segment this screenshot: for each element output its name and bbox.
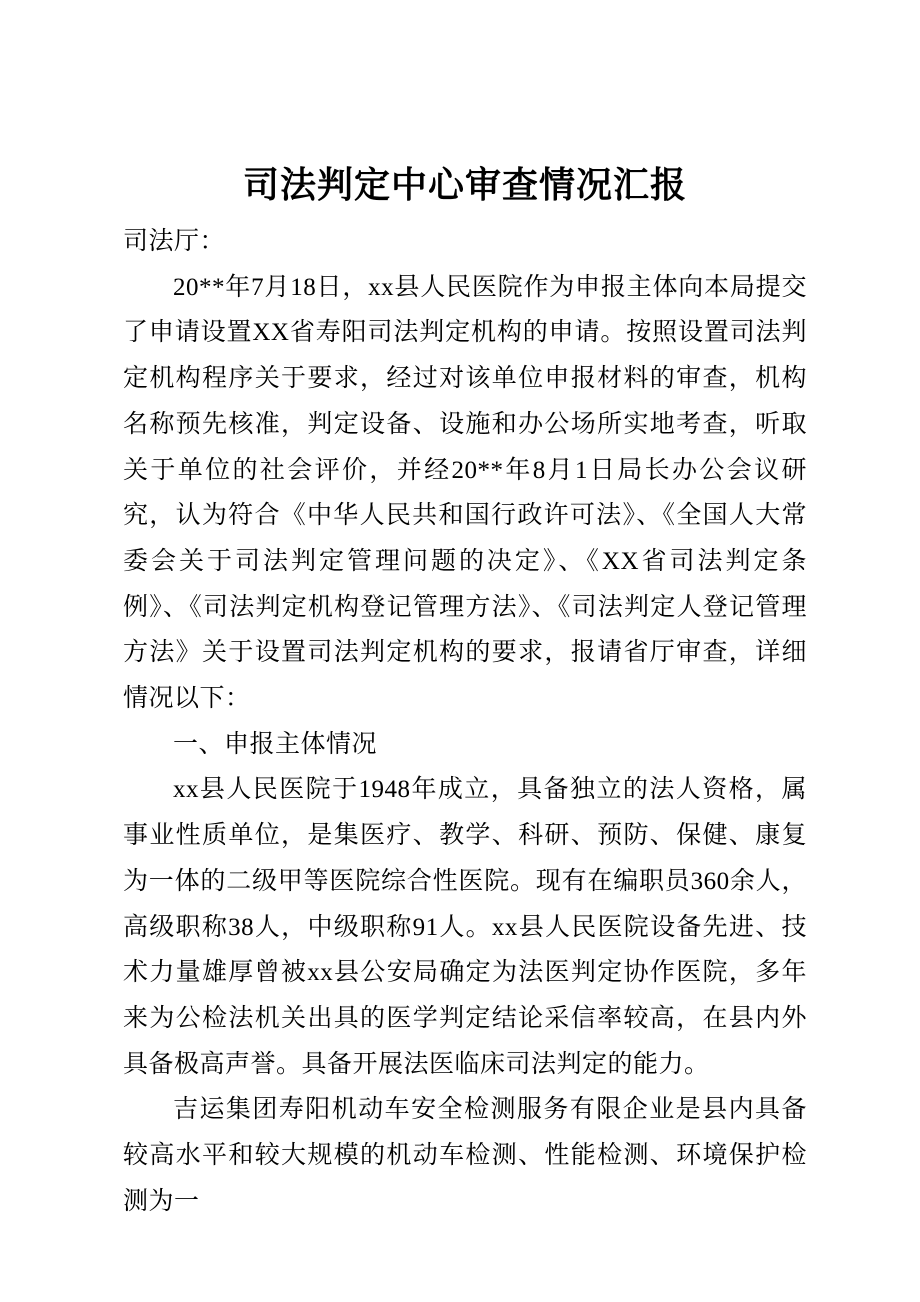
- document-content: [123, 163, 807, 1224]
- paragraph-hospital-profile: xx县人民医院于1948年成立，具备独立的法人资格，属事业性质单位，是集医疗、教学、科研、预防、保健、康复为一体的二级甲等医院综合性医院。现有在编职员360余人，高级职称38人，中级职称91人。xx县人民医院设备先进、技术力量雄厚曾被xx县公安局确定为法医判定协作医院，多年来为公检法机关出具的医学判定结论采信率较高，在县内外具备极高声誉。具备开展法医临床司法判定的能力。: [123, 776, 807, 1078]
- section-heading-declaring-subject: 一、申报主体情况: [173, 730, 378, 758]
- salutation-line: 司法厅：: [123, 228, 226, 255]
- document-title: 司法判定中心审查情况汇报: [242, 165, 687, 205]
- paragraph-inspection-company: 吉运集团寿阳机动车安全检测服务有限企业是县内具备较高水平和较大规模的机动车检测、性能检测、环境保护检测为一: [123, 1096, 807, 1215]
- paragraph-application-intro: 20**年7月18日，xx县人民医院作为申报主体向本局提交了申请设置XX省寿阳司法判定机构的申请。按照设置司法判定机构程序关于要求，经过对该单位申报材料的审查，机构名称预先核准，判定设备、设施和办公场所实地考查，听取关于单位的社会评价，并经20**年8月1日局长办公会议研究，认为符合《中华人民共和国行政许可法》、《全国人大常委会关于司法判定管理问题的决定》、《XX省司法判定条例》、《司法判定机构登记管理方法》、《司法判定人登记管理方法》关于设置司法判定机构的要求，报请省厅审查，详细情况以下：: [123, 273, 807, 713]
